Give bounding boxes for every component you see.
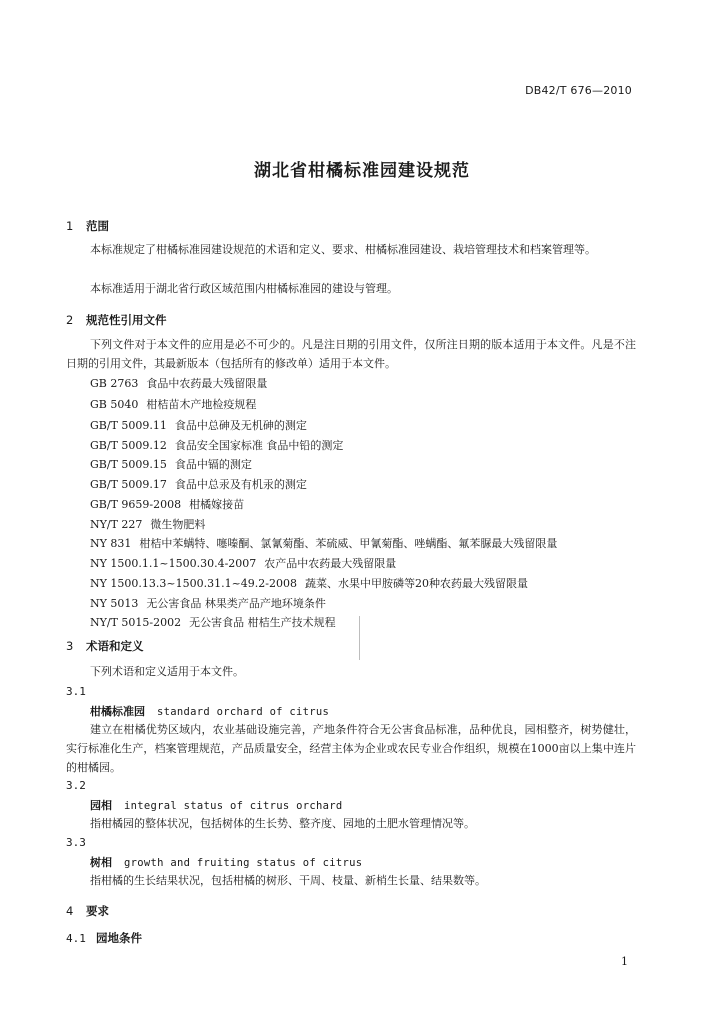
section-1-paragraph-1: 本标准规定了柑橘标准园建设规范的术语和定义、要求、柑橘标准园建设、栽培管理技术和档案管理等。 <box>90 243 596 256</box>
reference-title: 无公害食品 柑桔生产技术规程 <box>189 616 336 629</box>
reference-title: 无公害食品 林果类产品产地环境条件 <box>146 597 326 610</box>
reference-code: NY 1500.1.1~1500.30.4-2007 <box>90 557 257 570</box>
reference-code: GB/T 9659-2008 <box>90 498 182 511</box>
reference-code: GB 5040 <box>90 398 139 411</box>
subsection-number: 4.1 <box>66 932 86 945</box>
term-english: integral status of citrus orchard <box>124 800 343 812</box>
term-heading <box>90 854 362 870</box>
reference-item <box>90 456 252 472</box>
reference-item <box>90 595 326 611</box>
reference-item <box>90 496 244 512</box>
reference-item <box>90 516 205 532</box>
reference-code: GB/T 5009.12 <box>90 439 167 452</box>
reference-code: NY/T 5015-2002 <box>90 616 182 629</box>
section-number: 3 <box>66 639 74 653</box>
reference-title: 食品安全国家标准 食品中铅的测定 <box>174 439 344 452</box>
term-english: growth and fruiting status of citrus <box>124 857 363 869</box>
section-number: 1 <box>66 219 74 233</box>
term-chinese: 树相 <box>90 856 112 869</box>
reference-title: 柑桔苗木产地检疫规程 <box>146 398 257 411</box>
reference-title: 食品中镉的测定 <box>174 458 252 471</box>
term-english: standard orchard of citrus <box>157 706 330 718</box>
reference-item <box>90 535 557 551</box>
section-number: 2 <box>66 313 74 327</box>
scan-artifact-line <box>359 616 360 660</box>
reference-item <box>90 476 307 492</box>
section-title: 范围 <box>86 219 109 233</box>
reference-code: GB/T 5009.11 <box>90 419 167 432</box>
reference-item <box>90 417 307 433</box>
term-definition: 建立在柑橘优势区域内，农业基础设施完善，产地条件符合无公害食品标准，品种优良，园相整齐，树势健壮，实行标准化生产，档案管理规范，产品质量安全，经营主体为企业或农民专业合作组织，规模在1000亩以上集中连片的柑橘园。 <box>66 723 636 774</box>
standard-code: DB42/T 676—2010 <box>525 84 632 97</box>
reference-title: 柑橘嫁接苗 <box>189 498 245 511</box>
reference-code: GB/T 5009.17 <box>90 478 167 491</box>
term-chinese: 柑橘标准园 <box>90 705 145 718</box>
section-number: 4 <box>66 904 74 918</box>
reference-code: NY 1500.13.3~1500.31.1~49.2-2008 <box>90 577 297 590</box>
reference-code: NY 5013 <box>90 597 139 610</box>
section-1-paragraph-2: 本标准适用于湖北省行政区域范围内柑橘标准园的建设与管理。 <box>90 282 398 295</box>
reference-title: 柑桔中苯螨特、噻嗪酮、氯氰菊酯、苯硫威、甲氰菊酯、唑螨酯、氟苯脲最大残留限量 <box>139 537 558 550</box>
section-title: 术语和定义 <box>86 639 144 653</box>
reference-title: 食品中农药最大残留限量 <box>146 377 268 390</box>
term-number: 3.1 <box>66 685 86 698</box>
reference-item <box>90 555 396 571</box>
page-title: 湖北省柑橘标准园建设规范 <box>254 161 470 181</box>
section-2-heading <box>66 312 167 328</box>
reference-title: 农产品中农药最大残留限量 <box>264 557 397 570</box>
section-title: 规范性引用文件 <box>86 313 167 327</box>
reference-item <box>90 437 343 453</box>
term-number: 3.2 <box>66 779 86 792</box>
section-4-heading <box>66 903 109 919</box>
subsection-title: 园地条件 <box>96 931 142 945</box>
reference-item <box>90 614 336 630</box>
term-chinese: 园相 <box>90 799 112 812</box>
term-number: 3.3 <box>66 836 86 849</box>
section-3-heading <box>66 638 144 654</box>
section-title: 要求 <box>86 904 109 918</box>
reference-item <box>90 575 528 591</box>
subsection-4-1-heading <box>66 930 142 946</box>
reference-title: 食品中总汞及有机汞的测定 <box>174 478 307 491</box>
reference-code: GB 2763 <box>90 377 139 390</box>
term-definition: 指柑橘的生长结果状况，包括柑橘的树形、干周、枝量、新梢生长量、结果数等。 <box>90 874 486 887</box>
page-number: 1 <box>621 955 628 968</box>
reference-title: 食品中总砷及无机砷的测定 <box>174 419 307 432</box>
reference-title: 微生物肥料 <box>150 518 206 531</box>
reference-title: 蔬菜、水果中甲胺磷等20种农药最大残留限量 <box>305 577 528 590</box>
reference-code: NY/T 227 <box>90 518 143 531</box>
reference-code: GB/T 5009.15 <box>90 458 167 471</box>
section-1-heading <box>66 218 109 234</box>
term-definition: 指柑橘园的整体状况，包括树体的生长势、整齐度、园地的土肥水管理情况等。 <box>90 817 475 830</box>
reference-code: NY 831 <box>90 537 132 550</box>
term-heading <box>90 797 343 813</box>
reference-item <box>90 375 267 391</box>
term-heading <box>90 703 329 719</box>
section-2-paragraph-1: 下列文件对于本文件的应用是必不可少的。凡是注日期的引用文件，仅所注日期的版本适用于本文件。凡是不注日期的引用文件，其最新版本（包括所有的修改单）适用于本文件。 <box>66 338 636 370</box>
section-3-paragraph-1: 下列术语和定义适用于本文件。 <box>90 665 244 678</box>
reference-item <box>90 396 256 412</box>
